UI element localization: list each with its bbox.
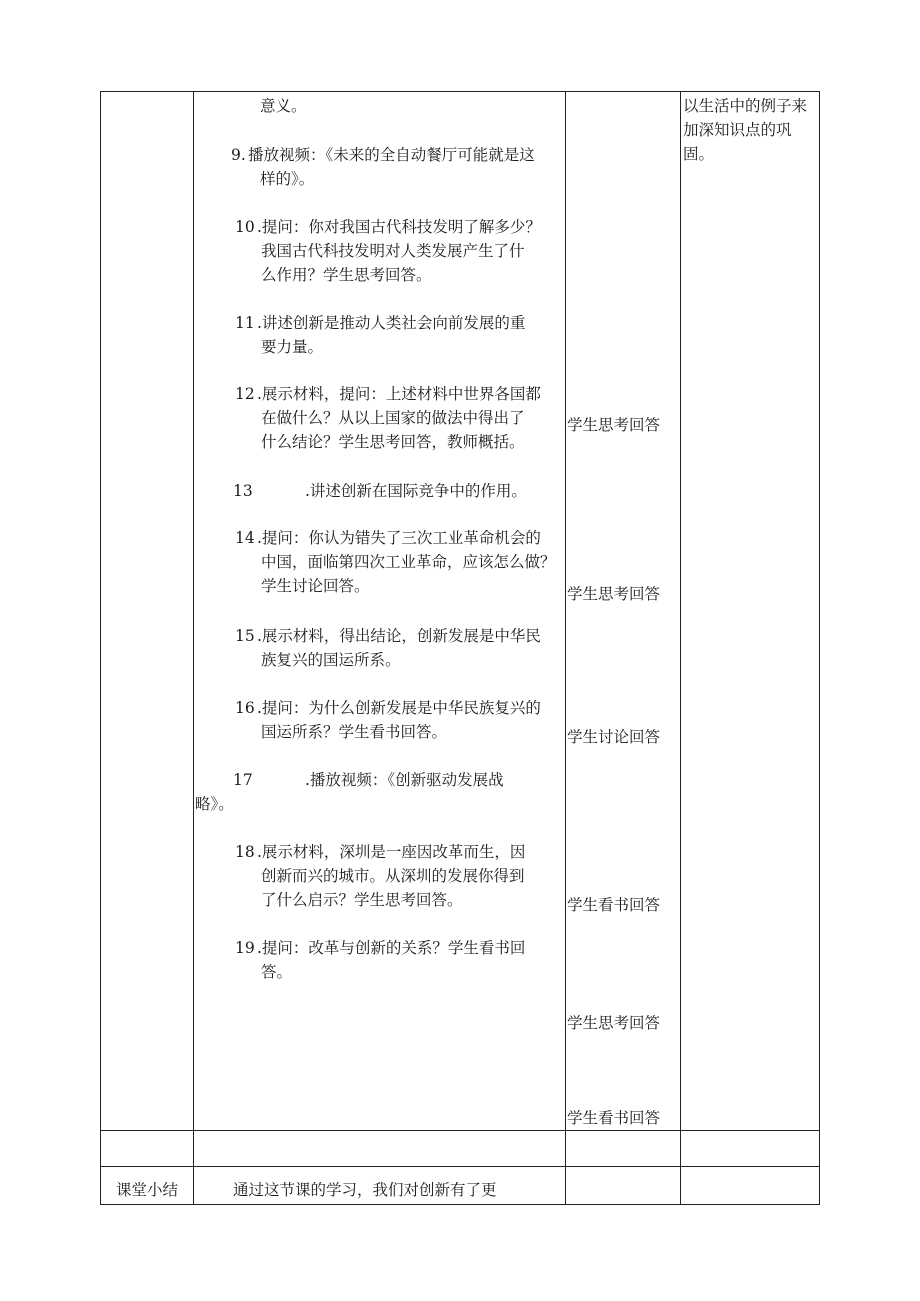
item-number: 11 (235, 314, 255, 332)
item-number: 13 (233, 482, 253, 500)
item-number: 14 (235, 529, 255, 547)
table-right-border (819, 91, 820, 1205)
student-response: 学生看书回答 (567, 1109, 661, 1127)
item-line: 族复兴的国运所系。 (261, 651, 401, 669)
item-number: 18 (235, 843, 255, 861)
item-line: .讲述创新在国际竞争中的作用。 (305, 482, 527, 500)
item-number: 12 (235, 385, 255, 403)
item-wrap-text: 略》。 (195, 795, 234, 813)
table-row-divider (100, 1166, 820, 1167)
item-number: 16 (235, 699, 255, 717)
item-number: 17 (233, 771, 253, 789)
item-line: 了什么启示？学生思考回答。 (261, 891, 463, 909)
item-number: 10 (235, 218, 255, 236)
item-line: 学生讨论回答。 (261, 577, 370, 595)
item-line: 在做什么？从以上国家的做法中得出了 (261, 409, 525, 427)
item-line: .展示材料，提问：上述材料中世界各国都 (257, 385, 541, 403)
table-left-border (100, 91, 101, 1205)
table-column-divider (565, 91, 566, 1205)
item-line: 要力量。 (261, 338, 324, 356)
item-line: .提问：为什么创新发展是中华民族复兴的 (257, 699, 541, 717)
design-note-line: 以生活中的例子来 (683, 97, 808, 115)
item-line: .展示材料，深圳是一座因改革而生，因 (257, 843, 526, 861)
continuation-text: 意义。 (260, 97, 307, 115)
student-response: 学生思考回答 (567, 585, 661, 603)
item-line: 创新而兴的城市。从深圳的发展你得到 (261, 867, 525, 885)
table-column-divider (680, 91, 681, 1205)
item-line: 中国，面临第四次工业革命，应该怎么做？ (261, 553, 556, 571)
item-line: 什么结论？学生思考回答，教师概括。 (261, 433, 525, 451)
item-line: .讲述创新是推动人类社会向前发展的重 (257, 314, 526, 332)
item-line: 答。 (261, 963, 293, 981)
item-line: 么作用？学生思考回答。 (261, 266, 432, 284)
table-bottom-border (100, 1204, 820, 1205)
design-note-line: 加深知识点的巩 (683, 121, 792, 139)
table-row-divider (100, 1130, 820, 1131)
item-line: 播放视频：《未来的全自动餐厅可能就是这 (248, 146, 535, 164)
item-number: 9. (231, 146, 246, 164)
item-line: .展示材料，得出结论，创新发展是中华民 (257, 627, 541, 645)
design-note-line: 固。 (683, 145, 715, 163)
table-column-divider (193, 91, 194, 1205)
summary-row-label: 课堂小结 (115, 1181, 178, 1199)
summary-row-content: 通过这节课的学习，我们对创新有了更 (233, 1181, 497, 1199)
item-line: .提问：你对我国古代科技发明了解多少？ (257, 218, 541, 236)
item-line: 国运所系？学生看书回答。 (261, 723, 448, 741)
item-line: .提问：改革与创新的关系？学生看书回 (257, 939, 526, 957)
student-response: 学生讨论回答 (567, 728, 661, 746)
item-line: .提问：你认为错失了三次工业革命机会的 (257, 529, 541, 547)
item-line: 我国古代科技发明对人类发展产生了什 (261, 242, 525, 260)
item-number: 19 (235, 939, 255, 957)
item-line: .播放视频：《创新驱动发展战 (305, 771, 504, 789)
item-number: 15 (235, 627, 255, 645)
table-top-border (100, 91, 820, 92)
item-line: 样的》。 (260, 170, 315, 188)
student-response: 学生看书回答 (567, 896, 661, 914)
student-response: 学生思考回答 (567, 416, 661, 434)
student-response: 学生思考回答 (567, 1014, 661, 1032)
